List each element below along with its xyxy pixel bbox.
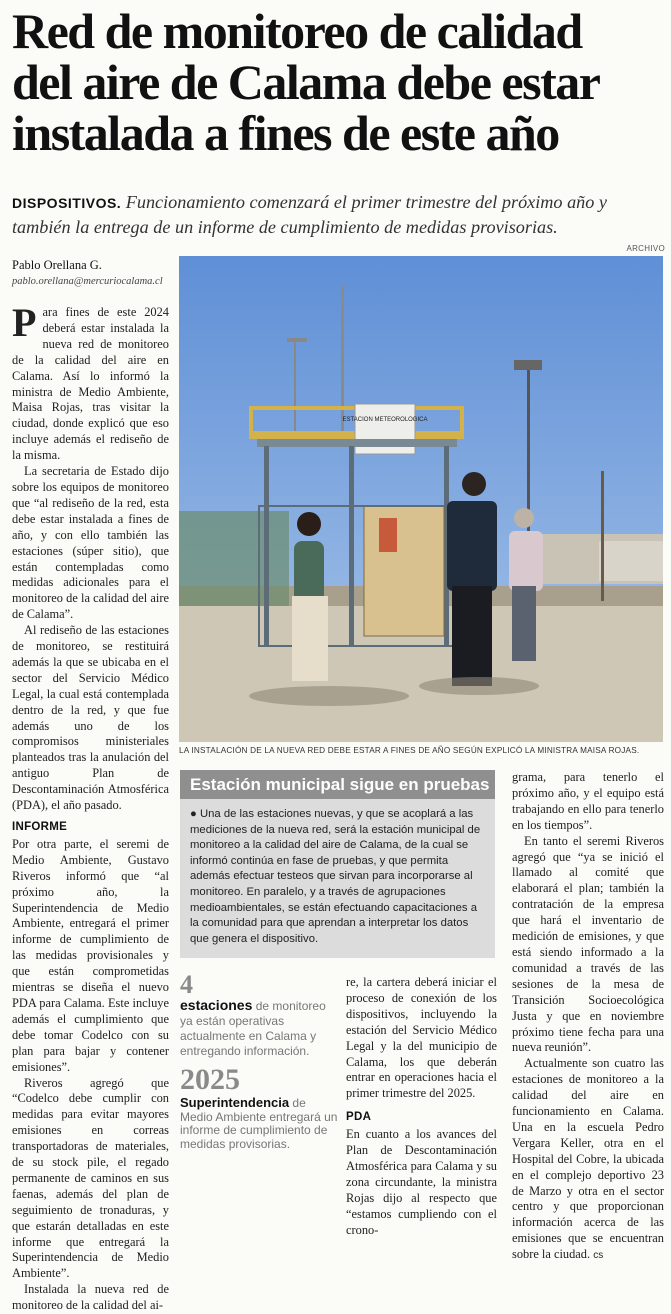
stat-text: de monitoreo ya están operativas actualmente en Calama y entregando información. — [180, 999, 326, 1058]
end-mark-icon: cs — [593, 1250, 604, 1262]
headline-line-1: Red de monitoreo de calidad — [12, 3, 582, 59]
paragraph: Por otra parte, el seremi de Medio Ambiente, Gustavo Riveros informó que “al próximo año, la Superintendencia de Medio Ambiente, entregará el primer informe de cumplimiento de las medidas provisionales y que están comprometidas mientras se diseña el nuevo PDA para Calama. Este incluye además el cumplimiento que debe tomar Codelco con su plan para bajar y contener emisiones”. — [12, 836, 169, 1074]
stat-stations — [180, 972, 340, 1059]
paragraph: En tanto el seremi Riveros agregó que “ya se inició el llamado al comité que elaborará el plan; también la contratación de la empresa que hará el inventario de medición de emisiones, y que está siendo informado a la comunidad a través de las sesiones de la mesa de Transición Socioecológica Justa y que en noviembre próximo tiene fecha para una nueva reunión”. — [512, 833, 664, 1055]
byline-author: Pablo Orellana G. — [12, 258, 102, 272]
stat-lead: estaciones — [180, 997, 253, 1013]
sidebar-title: Estación municipal sigue en pruebas — [180, 770, 495, 799]
dropcap: P — [12, 300, 37, 345]
paragraph: Al rediseño de las estaciones de monitoreo, se restituirá además la que se ubicaba en el sector del Servicio Médico Legal, la cual está contemplada dentro de la red, y que fue además uno de los compromisos ministeriales planteados tras la anulación del antiguo Plan de Descontaminación Atmosférica (PDA), el año pasado. — [12, 623, 169, 813]
byline-email[interactable]: pablo.orellana@mercuriocalama.cl — [12, 276, 163, 287]
station-photo-illustration — [179, 256, 663, 742]
body-column-4 — [512, 770, 664, 1264]
sidebar-body — [190, 807, 487, 947]
stat-text: de Medio Ambiente entregará un informe de cumplimiento de medidas provisorias. — [180, 1096, 338, 1151]
stat-2025 — [180, 1064, 340, 1151]
headline — [12, 3, 667, 161]
stat-lead: Superintendencia — [180, 1095, 290, 1110]
paragraph — [512, 1056, 664, 1264]
bullet-icon: ● — [190, 808, 197, 820]
deck-kicker: DISPOSITIVOS. — [12, 195, 122, 211]
paragraph — [12, 300, 169, 464]
paragraph: Instalada la nueva red de monitoreo de la calidad del ai- — [12, 1282, 169, 1313]
body-column-3 — [346, 975, 497, 1239]
stat-number: 2025 — [180, 1063, 240, 1096]
photo-caption: LA INSTALACIÓN DE LA NUEVA RED DEBE ESTAR A FINES DE AÑO SEGÚN EXPLICÓ LA MINISTRA MAISA ROJAS. — [179, 746, 640, 755]
paragraph: La secretaria de Estado dijo sobre los equipos de monitoreo que “al rediseño de la red, esta debe estar instalada a fines de año, y con ello también las estaciones (súper sitio), que están contempladas como medidas adicionales para el monitoreo de la calidad del aire de Calama”. — [12, 464, 169, 622]
sidebar-text: Una de las estaciones nuevas, y que se acoplará a las mediciones de la nueva red, será la estación municipal de monitoreo a la calidad del aire de Calama, de la cual se informó continúa en fase de pruebas, y que permita además efectuar testeos que sirvan para incorporarse al monitoreo. En paralelo, y a través de agrupaciones medioambientales, se están efectuando capacitaciones a la comunidad para que aprendan a interpretar los datos que genera el dispositivo. — [190, 808, 481, 945]
sidebar-box — [180, 770, 495, 958]
paragraph: En cuanto a los avances del Plan de Descontaminación Atmosférica para Calama y su zona circundante, la ministra Rojas dijo al respecto que “estamos cumpliendo con el crono- — [346, 1127, 497, 1237]
paragraph-text: Actualmente son cuatro las estaciones de monitoreo a la calidad del aire en funcionamiento en Calama. Una en la escuela Pedro Vergara Keller, otra en el Hospital del Cobre, la ubicada en el complejo deportivo 23 de Marzo y otra en el sector centro y que proporcionan información acerca de las emisiones que se encuentran sobre la ciudad. — [512, 1056, 664, 1262]
subhead-pda: PDA — [346, 1111, 372, 1124]
photo-credit: ARCHIVO — [626, 244, 665, 253]
headline-line-2: del aire de Calama debe estar — [12, 54, 600, 110]
paragraph-text: ara fines de este 2024 deberá estar instalada la nueva red de monitoreo de la calidad del aire en Calama. Así lo informó la ministra de Medio Ambiente, Maisa Rojas, tras visitar la ciudad, donde explicó que eso incluye además el rediseño de la misma. — [12, 305, 169, 463]
deck-text: Funcionamiento comenzará el primer trimestre del próximo año y también la entrega de un informe de cumplimiento de medidas provisorias. — [12, 192, 607, 237]
headline-line-3: instalada a fines de este año — [12, 105, 559, 161]
paragraph: grama, para tenerlo el próximo año, y el equipo está trabajando en ello para tenerlo en los tiempos”. — [512, 770, 664, 832]
deck — [12, 190, 662, 239]
paragraph: Riveros agregó que “Codelco debe cumplir con medidas para evitar mayores emisiones en correas transportadoras de materiales, de su stock pile, el regado permanente de caminos en sus faenas, además del plan de seguimiento de tronaduras, y que estarán detalladas en este informe que entregará la Superintendencia de Medio Ambiente”. — [12, 1075, 169, 1281]
article-photo — [179, 256, 663, 742]
paragraph: re, la cartera deberá iniciar el proceso de conexión de los dispositivos, incluyendo la estación del Servicio Médico Legal y la del municipio de Calama, los que deberán entrar en operaciones hacia el primer trimestre del 2025. — [346, 975, 497, 1101]
body-column-1 — [12, 300, 169, 1314]
station-sign-text: ESTACION METEOROLOGICA — [342, 417, 428, 423]
stat-number: 4 — [180, 970, 193, 999]
subhead-informe: INFORME — [12, 821, 68, 833]
